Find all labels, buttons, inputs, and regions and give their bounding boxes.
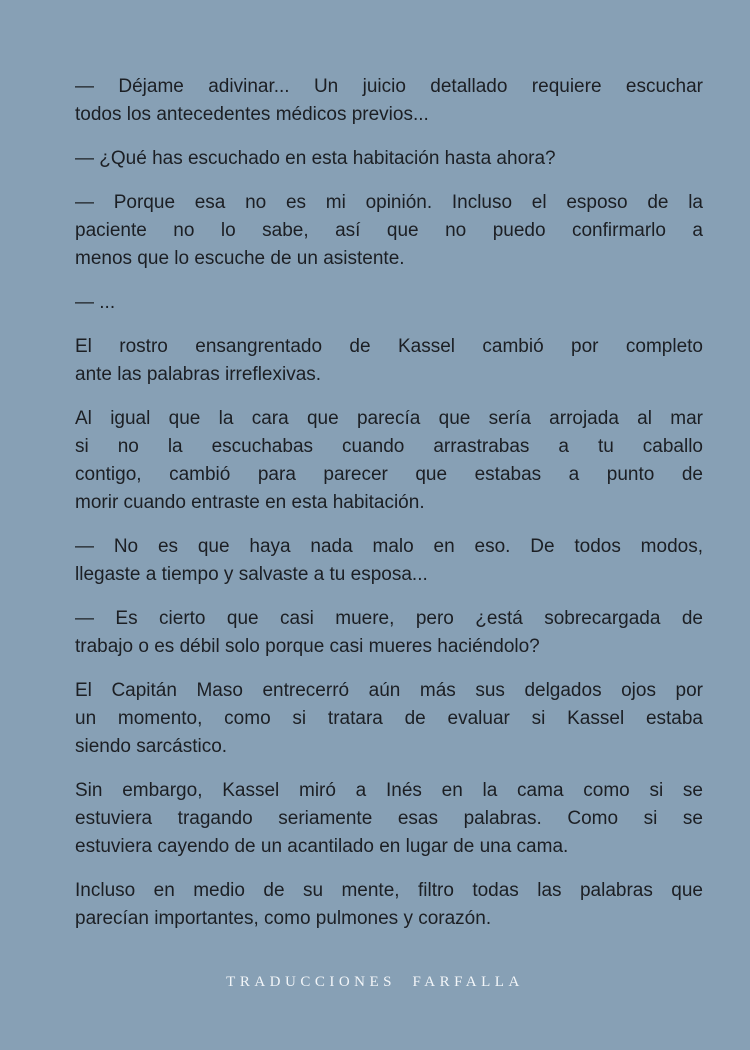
- paragraph: [75, 333, 703, 389]
- text-line: — Porque esa no es mi opinión. Incluso el esposo de la: [75, 192, 703, 213]
- text-line: — ¿Qué has escuchado en esta habitación hasta ahora?: [75, 148, 556, 169]
- text-line: parecían importantes, como pulmones y corazón.: [75, 908, 492, 929]
- text-line: un momento, como si tratara de evaluar si Kassel estaba: [75, 708, 703, 729]
- text-line: Incluso en medio de su mente, filtro todas las palabras que: [75, 880, 703, 901]
- text-line: El rostro ensangrentado de Kassel cambió por completo: [75, 336, 703, 357]
- text-line: estuviera tragando seriamente esas palabras. Como si se: [75, 808, 703, 829]
- paragraph: [75, 289, 703, 317]
- paragraph: [75, 405, 703, 517]
- text-line: Al igual que la cara que parecía que sería arrojada al mar: [75, 408, 703, 429]
- text-line: morir cuando entraste en esta habitación.: [75, 492, 425, 513]
- paragraph: [75, 877, 703, 933]
- text-line: contigo, cambió para parecer que estabas a punto de: [75, 464, 703, 485]
- text-line: llegaste a tiempo y salvaste a tu esposa...: [75, 564, 428, 585]
- paragraph: [75, 677, 703, 761]
- text-line: siendo sarcástico.: [75, 736, 228, 757]
- page-body: [75, 73, 703, 949]
- text-line: todos los antecedentes médicos previos...: [75, 104, 429, 125]
- text-line: Sin embargo, Kassel miró a Inés en la cama como si se: [75, 780, 703, 801]
- text-line: estuviera cayendo de un acantilado en lugar de una cama.: [75, 836, 569, 857]
- paragraph: [75, 73, 703, 129]
- paragraph: [75, 145, 703, 173]
- footer-credit: TRADUCCIONES FARFALLA: [226, 974, 524, 990]
- paragraph: [75, 533, 703, 589]
- text-line: menos que lo escuche de un asistente.: [75, 248, 405, 269]
- text-line: paciente no lo sabe, así que no puedo confirmarlo a: [75, 220, 703, 241]
- text-line: trabajo o es débil solo porque casi mueres haciéndolo?: [75, 636, 540, 657]
- text-line: si no la escuchabas cuando arrastrabas a tu caballo: [75, 436, 703, 457]
- paragraph: [75, 189, 703, 273]
- paragraph: [75, 605, 703, 661]
- text-line: ante las palabras irreflexivas.: [75, 364, 322, 385]
- text-line: — Es cierto que casi muere, pero ¿está sobrecargada de: [75, 608, 703, 629]
- text-line: — Déjame adivinar... Un juicio detallado requiere escuchar: [75, 76, 703, 97]
- text-line: — ...: [75, 292, 116, 313]
- text-line: — No es que haya nada malo en eso. De todos modos,: [75, 536, 703, 557]
- text-line: El Capitán Maso entrecerró aún más sus delgados ojos por: [75, 680, 703, 701]
- paragraph: [75, 777, 703, 861]
